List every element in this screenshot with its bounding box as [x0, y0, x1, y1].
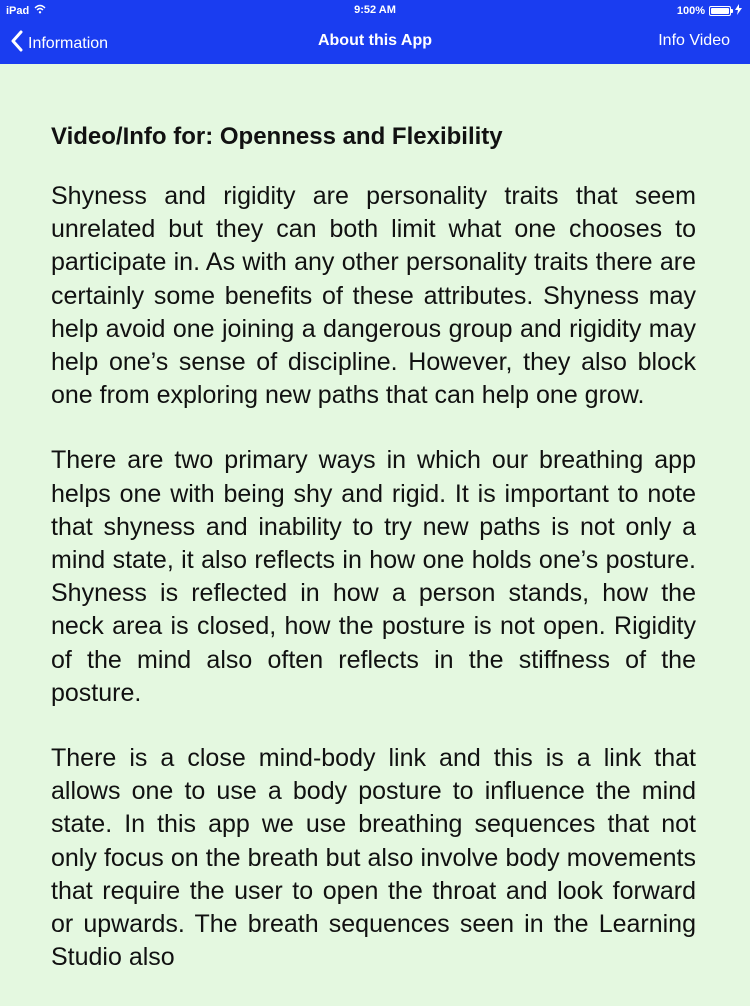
info-content: [51, 120, 696, 1006]
paragraph: There is a close mind-body link and this is a link that allows one to use a body posture to influence the mind state. In this app we use breathing sequences that not only focus on the breath but also involve body movements that require the user to open the throat and look forward or upwards. The breath sequences seen in the Learning Studio also: [51, 744, 696, 972]
charging-icon: [735, 4, 742, 18]
status-bar: [0, 0, 750, 22]
info-video-button[interactable]: Info Video: [658, 32, 730, 49]
device-label: iPad: [6, 4, 30, 17]
battery-icon: [709, 6, 731, 16]
status-time: 9:52 AM: [354, 4, 396, 16]
paragraph: There are two primary ways in which our breathing app helps one with being shy and rigid. It is important to note that shyness and inability to try new paths is not only a mind state, it also reflects in how one holds one’s posture. Shyness is reflected in how a person stands, how the neck area is closed, how the posture is not open. Rigidity of the mind also often reflects in the stiffness of the posture.: [51, 446, 696, 707]
status-right: [677, 4, 742, 18]
paragraph: Shyness and rigidity are personality traits that seem unrelated but they can both limit what one chooses to participate in. As with any other personality traits there are certainly some benefits of these attributes. Shyness may help avoid one joining a dangerous group and rigidity may help one’s sense of discipline. However, they also block one from exploring new paths that can help one grow.: [51, 182, 696, 410]
page-title: About this App: [317, 32, 433, 49]
battery-percent: 100%: [676, 5, 705, 17]
content-heading: Video/Info for: Openness and Flexibility: [51, 123, 503, 150]
navigation-bar: [0, 22, 750, 64]
back-label: Information: [28, 34, 109, 52]
top-bar: [0, 0, 750, 64]
